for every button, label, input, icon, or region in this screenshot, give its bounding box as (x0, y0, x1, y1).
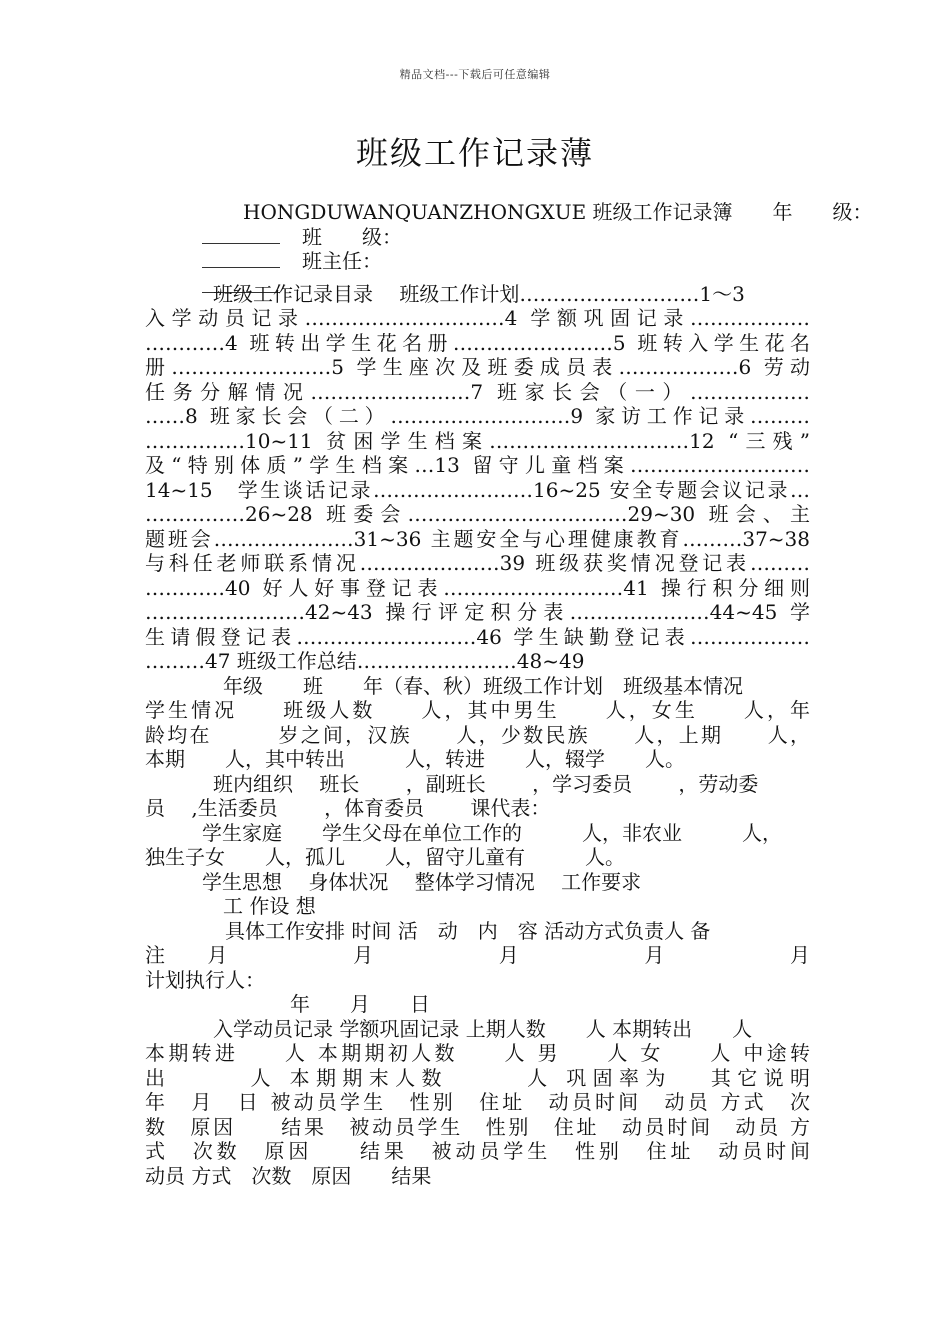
document-title: 班级工作记录薄 (355, 134, 594, 172)
text-line: 式 次数 原因 结果 被动员学生 性别 住址 动员时间 (145, 1139, 810, 1163)
text-line: 册……………………5 学生座次及班委成员表………………6 劳动 (145, 355, 810, 379)
text-line: ……………………42~43 操行评定积分表…………………44~45 学 (145, 600, 810, 624)
blank-underline (202, 225, 280, 244)
text-line: …………4 班转出学生花名册……………………5 班转入学生花名 (145, 330, 810, 355)
text-line: 题班会…………………31~36 主题安全与心理健康教育………37~38 (145, 526, 810, 551)
text-line: ………47 班级工作总结……………………48~49 (145, 649, 585, 673)
text-line: 入学动员记录…………………………4 学额巩固记录……………… (145, 306, 810, 330)
text-line-label: 班 级： (302, 224, 402, 249)
text-line: 注 月 月 月 月 月 (145, 943, 810, 967)
text-line: 出 人 本期期末人数 人 巩固率为 其它说明 (145, 1065, 810, 1090)
text-line: HONGDUWANQUANZHONGXUE 班级工作记录簿 年 级： (243, 200, 873, 224)
text-line: 学生情况 班级人数 人，其中男生 人，女生 人，年 (145, 698, 810, 722)
text-line: …………40 好人好事登记表………………………41 操行积分细则 (145, 575, 810, 600)
text-line: 年 月 日 (290, 992, 430, 1016)
text-line: ……………26~28 班委会……………………………29~30 班会、主 (145, 502, 810, 526)
text-line (145, 274, 810, 282)
text-line: 具体工作安排 时间 活 动 内 容 活动方式负责人 备 (225, 918, 711, 943)
text-line: 班级工作记录目录 班级工作计划………………………1～3 (213, 281, 745, 306)
text-line (145, 249, 810, 274)
text-line: 年 月 日 被动员学生 性别 住址 动员时间 动员 方式 次 (145, 1090, 810, 1114)
text-line: 任务分解情况……………………7 班家长会（一）……………… (145, 379, 810, 404)
text-line: 及“特别体质”学生档案…13 留守儿童档案……………………… (145, 453, 810, 477)
text-line: 数 原因 结果 被动员学生 性别 住址 动员时间 动员 方 (145, 1114, 810, 1139)
text-line: 14~15 学生谈话记录……………………16~25 安全专题会议记录… (145, 477, 810, 502)
text-line: 入学动员记录 学额巩固记录 上期人数 人 本期转出 人 (213, 1016, 753, 1041)
text-line: 员 ,生活委员 ，体育委员 课代表： (145, 796, 551, 820)
text-line: 工 作设 想 (223, 894, 316, 918)
text-line: ……8 班家长会（二）………………………9 家访工作记录……… (145, 404, 810, 428)
text-line: 计划执行人： (145, 967, 265, 992)
header-note: 精品文档---下载后可任意编辑 (399, 68, 551, 81)
text-line: 班内组织 班长 ，副班长 ，学习委员 ，劳动委 (213, 771, 759, 796)
text-line: 龄均在 岁之间，汉族 人，少数民族 人，上期 人， (145, 722, 810, 747)
text-line: 学生家庭 学生父母在单位工作的 人，非农业 人， (202, 820, 782, 845)
text-line: 动员 方式 次数 原因 结果 (145, 1163, 432, 1188)
document-body (145, 200, 873, 1188)
blank-underline (202, 249, 280, 268)
text-line: ……………10~11 贫困学生档案…………………………12 “三残” (145, 428, 810, 453)
text-line-label: 班主任： (302, 249, 382, 273)
text-line: 本期 人，其中转出 人，转进 人，辍学 人。 (145, 747, 685, 771)
text-line: 独生子女 人，孤儿 人，留守儿童有 人。 (145, 845, 625, 869)
text-line (145, 225, 810, 250)
text-line: 与科任老师联系情况…………………39 班级获奖情况登记表……… (145, 551, 810, 575)
text-line: 年级 班 年（春、秋）班级工作计划 班级基本情况 (223, 673, 743, 698)
text-line: 本期转进 人 本期期初人数 人 男 人 女 人 中途转 (145, 1041, 810, 1065)
text-line: 生请假登记表………………………46 学生缺勤登记表……………… (145, 624, 810, 649)
text-line: 学生思想 身体状况 整体学习情况 工作要求 (202, 869, 642, 894)
